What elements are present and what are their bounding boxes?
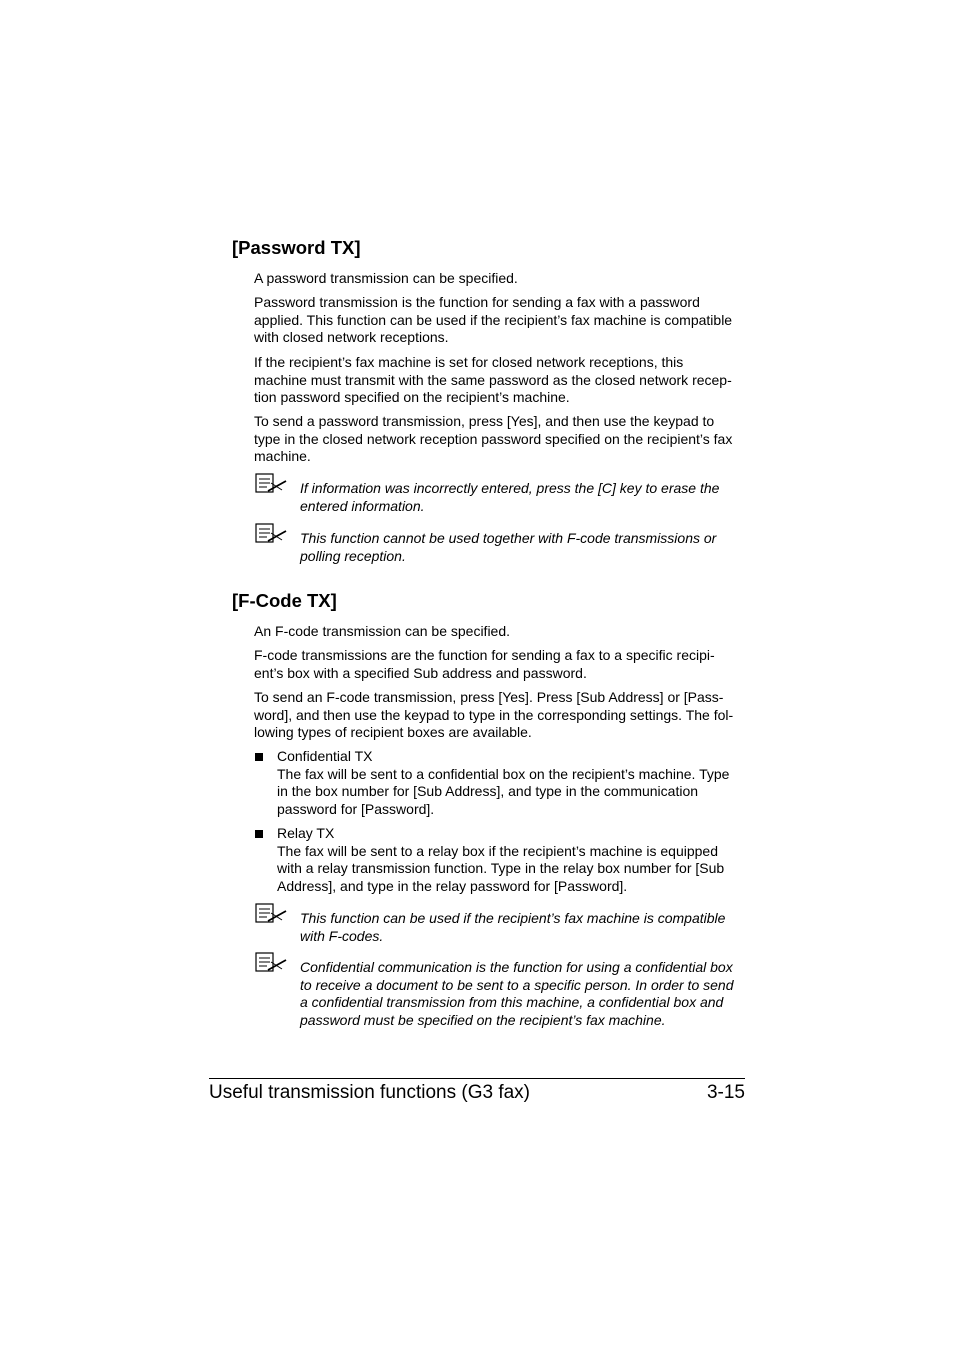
note-text: If information was incorrectly entered, press the [C] key to erase the entered information. xyxy=(300,480,720,514)
section-heading-fcode-tx: [F-Code TX] xyxy=(232,590,337,611)
note-text: This function can be used if the recipient’s fax machine is compatible with F-codes. xyxy=(300,910,726,944)
square-bullet-icon xyxy=(255,753,263,761)
paragraph-password-howto: To send a password transmission, press [Yes], and then use the keypad to type in the closed network reception password specified on the recipient’s fax machine. xyxy=(254,413,733,465)
note-text: Confidential communication is the function for using a confidential box to receive a document to be sent to a specific person. In order to send a confidential transmission from this machine, a confidential box and password must be specified on the recipient’s fax machine. xyxy=(300,959,734,1029)
note-pencil-icon xyxy=(255,952,289,974)
footer-divider xyxy=(209,1078,745,1079)
list-item-body: Relay TX The fax will be sent to a relay box if the recipient’s machine is equipped with a relay transmission function. Type in the relay box number for [Sub Address], and type in the relay password for [Password]. xyxy=(277,825,725,895)
footer-page-number: 3-15 xyxy=(706,1082,745,1103)
paragraph-fcode-definition: F-code transmissions are the function for sending a fax to a specific recipi- ent’s box with a specified Sub address and password. xyxy=(254,647,715,681)
note-pencil-icon xyxy=(255,903,289,925)
list-item-body: Confidential TX The fax will be sent to a confidential box on the recipient’s machine. Type in the box number for [Sub Address], and type in the communication password for [Password]. xyxy=(277,748,730,818)
paragraph-password-closed-network: If the recipient’s fax machine is set for closed network receptions, this machine must transmit with the same password as the closed network recep- tion password specified on the recipient’s machine. xyxy=(254,354,732,406)
note-pencil-icon xyxy=(255,523,289,545)
paragraph-fcode-howto: To send an F-code transmission, press [Yes]. Press [Sub Address] or [Pass- word], and then use the keypad to type in the corresponding settings. The fol- lowing types of recipient boxes are available. xyxy=(254,689,734,741)
note-pencil-icon xyxy=(255,473,289,495)
section-heading-password-tx: [Password TX] xyxy=(232,237,361,258)
footer-chapter-title: Useful transmission functions (G3 fax) xyxy=(209,1082,531,1103)
note-text: This function cannot be used together with F-code transmissions or polling reception. xyxy=(300,530,717,564)
paragraph-password-definition: Password transmission is the function for sending a fax with a password applied. This function can be used if the recipient’s fax machine is compatible with closed network receptions. xyxy=(254,294,733,346)
paragraph-fcode-intro: An F-code transmission can be specified. xyxy=(254,623,511,639)
paragraph-password-intro: A password transmission can be specified. xyxy=(254,270,518,286)
square-bullet-icon xyxy=(255,830,263,838)
